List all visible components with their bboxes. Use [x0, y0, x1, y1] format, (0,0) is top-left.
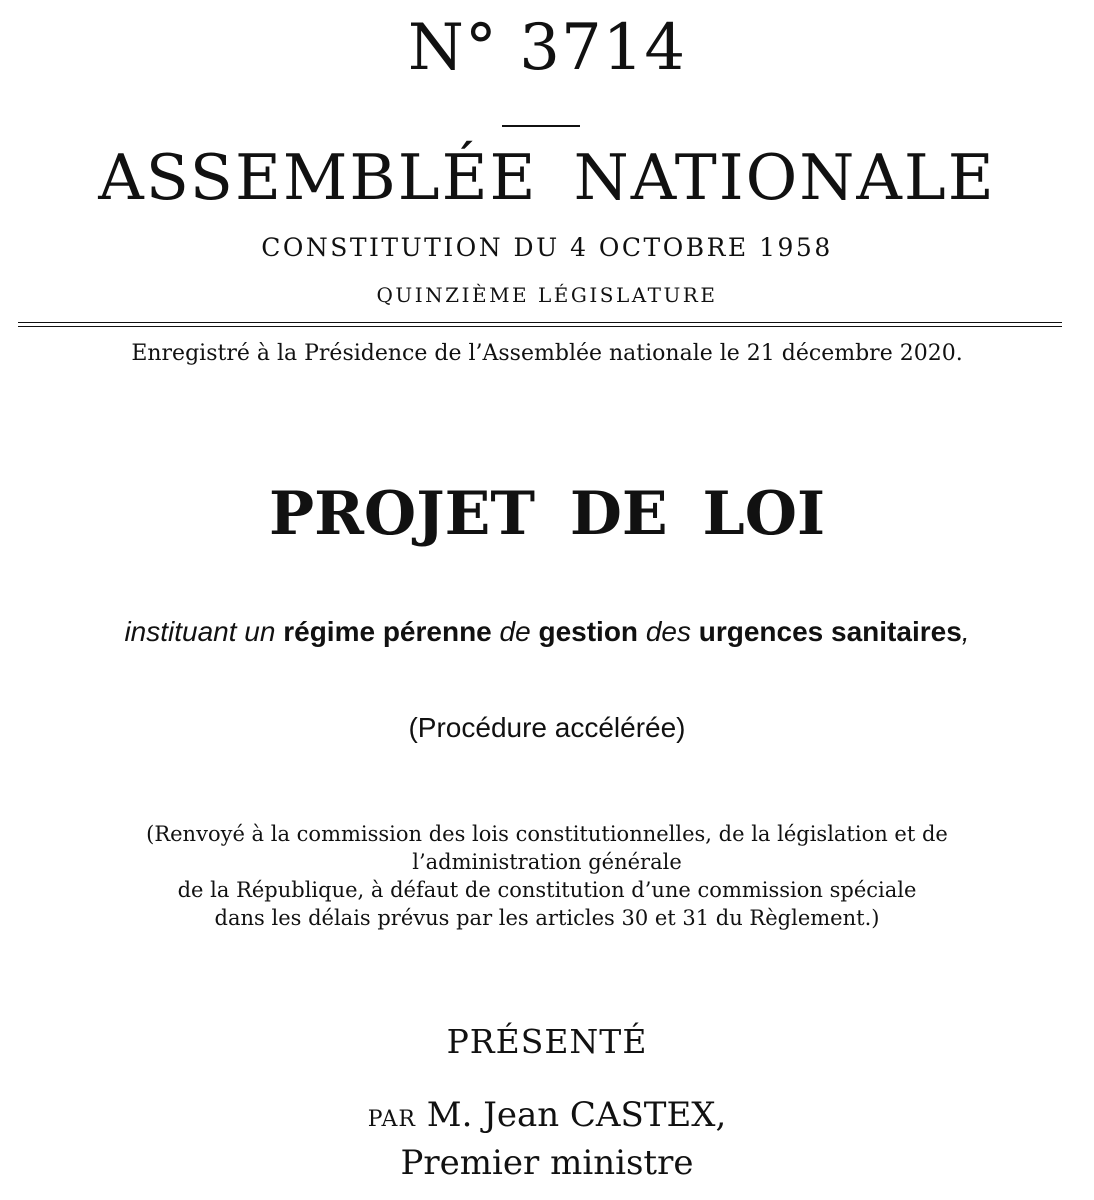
- author-name: M. Jean CASTEX,: [426, 1095, 727, 1135]
- author-function: Premier ministre: [400, 1143, 694, 1183]
- author-line: [0, 1092, 1094, 1143]
- bill-title-part: ,: [961, 616, 970, 647]
- short-divider: [502, 125, 580, 127]
- constitution-line: CONSTITUTION DU 4 OCTOBRE 1958: [261, 233, 833, 262]
- bill-title-part: régime pérenne: [283, 616, 492, 647]
- referral-line: de la République, à défaut de constitution d’une commission spéciale: [177, 878, 917, 902]
- double-divider: [18, 322, 1062, 327]
- bill-title-part: instituant un: [124, 616, 276, 647]
- document-number: N° 3714: [407, 11, 687, 85]
- bill-title: [0, 612, 1094, 652]
- bill-title-part: des: [645, 616, 691, 647]
- institution-title: ASSEMBLÉE NATIONALE: [98, 141, 996, 214]
- referral-line: (Renvoyé à la commission des lois constitutionnelles, de la législation et de: [146, 822, 948, 846]
- referral-line: l’administration générale: [412, 850, 682, 874]
- referral-line: dans les délais prévus par les articles 30 et 31 du Règlement.): [214, 906, 880, 930]
- bill-title-part: urgences sanitaires: [698, 616, 962, 647]
- document-type-heading: PROJET DE LOI: [268, 479, 826, 549]
- par-label: PAR: [367, 1107, 416, 1132]
- procedure-note: (Procédure accélérée): [408, 712, 686, 743]
- legislature-line: QUINZIÈME LÉGISLATURE: [376, 283, 718, 307]
- presented-label: PRÉSENTÉ: [446, 1022, 648, 1061]
- bill-title-part: gestion: [538, 616, 639, 647]
- referral-note: [0, 820, 1094, 932]
- bill-title-part: de: [499, 616, 531, 647]
- registration-line: Enregistré à la Présidence de l’Assemblée nationale le 21 décembre 2020.: [131, 341, 963, 366]
